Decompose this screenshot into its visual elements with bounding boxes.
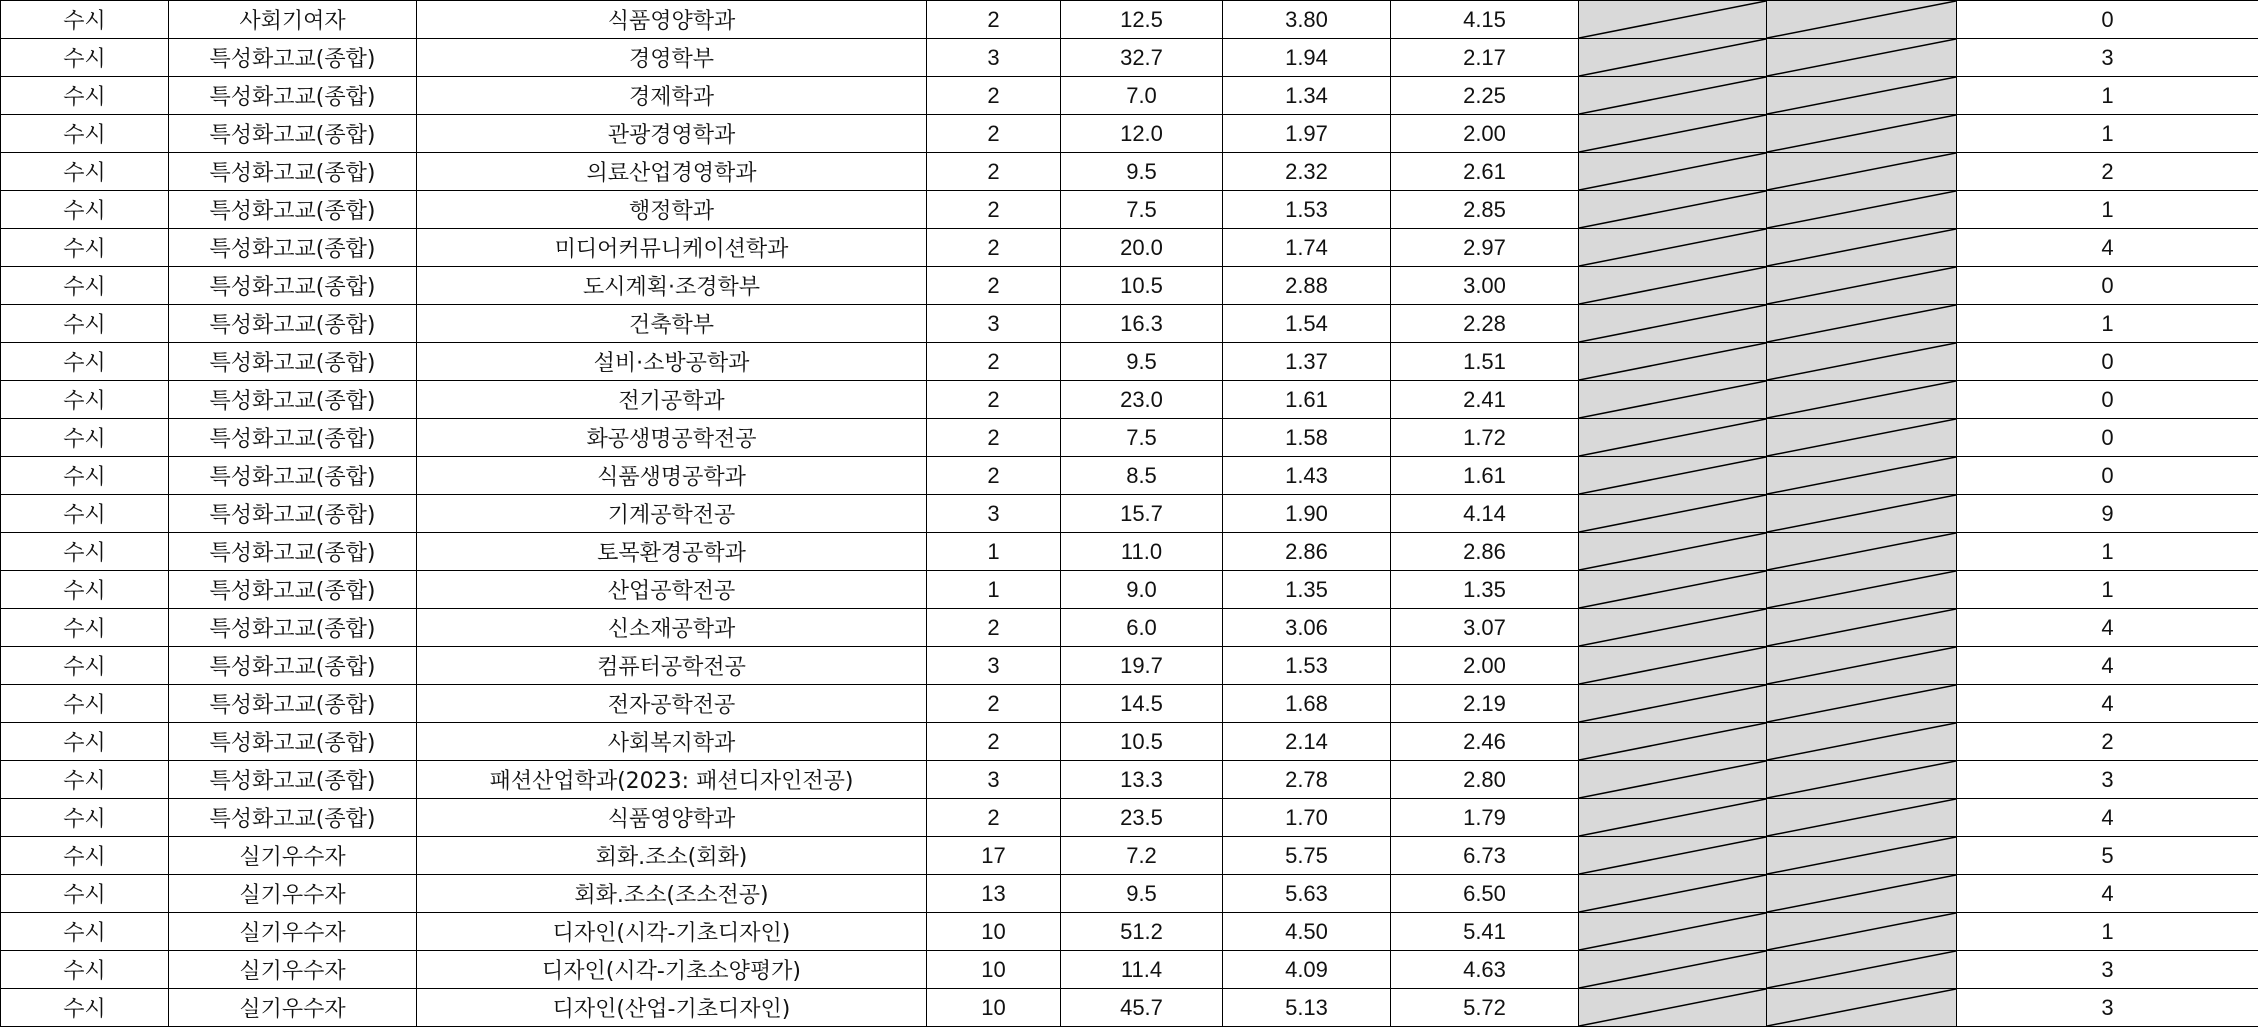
table-row xyxy=(1,1,2258,39)
empty-slash-cell xyxy=(1767,533,1957,571)
competition-rate-cell: 9.0 xyxy=(1061,571,1223,609)
additional-count-cell: 0 xyxy=(1957,343,2258,381)
department-cell: 설비·소방공학과 xyxy=(417,343,927,381)
track-cell: 특성화고교(종합) xyxy=(169,343,417,381)
grade-max-cell: 6.73 xyxy=(1391,837,1579,875)
grade-avg-cell: 1.34 xyxy=(1223,77,1391,115)
grade-avg-cell: 3.06 xyxy=(1223,609,1391,647)
quota-cell: 3 xyxy=(927,495,1061,533)
empty-slash-cell xyxy=(1579,761,1767,799)
quota-cell: 17 xyxy=(927,837,1061,875)
type-cell: 수시 xyxy=(1,229,169,267)
type-cell: 수시 xyxy=(1,343,169,381)
quota-cell: 2 xyxy=(927,609,1061,647)
competition-rate-cell: 16.3 xyxy=(1061,305,1223,343)
type-cell: 수시 xyxy=(1,533,169,571)
type-cell: 수시 xyxy=(1,761,169,799)
empty-slash-cell xyxy=(1767,761,1957,799)
grade-avg-cell: 1.37 xyxy=(1223,343,1391,381)
department-cell: 전자공학전공 xyxy=(417,685,927,723)
grade-avg-cell: 1.90 xyxy=(1223,495,1391,533)
competition-rate-cell: 14.5 xyxy=(1061,685,1223,723)
competition-rate-cell: 23.5 xyxy=(1061,799,1223,837)
empty-slash-cell xyxy=(1767,571,1957,609)
quota-cell: 2 xyxy=(927,723,1061,761)
empty-slash-cell xyxy=(1579,495,1767,533)
type-cell: 수시 xyxy=(1,571,169,609)
empty-slash-cell xyxy=(1579,419,1767,457)
type-cell: 수시 xyxy=(1,875,169,913)
track-cell: 특성화고교(종합) xyxy=(169,571,417,609)
type-cell: 수시 xyxy=(1,419,169,457)
type-cell: 수시 xyxy=(1,267,169,305)
grade-max-cell: 2.80 xyxy=(1391,761,1579,799)
quota-cell: 2 xyxy=(927,229,1061,267)
additional-count-cell: 1 xyxy=(1957,533,2258,571)
empty-slash-cell xyxy=(1579,685,1767,723)
track-cell: 특성화고교(종합) xyxy=(169,305,417,343)
table-row xyxy=(1,457,2258,495)
competition-rate-cell: 9.5 xyxy=(1061,343,1223,381)
grade-max-cell: 6.50 xyxy=(1391,875,1579,913)
competition-rate-cell: 8.5 xyxy=(1061,457,1223,495)
quota-cell: 2 xyxy=(927,153,1061,191)
additional-count-cell: 2 xyxy=(1957,723,2258,761)
type-cell: 수시 xyxy=(1,115,169,153)
table-row xyxy=(1,419,2258,457)
grade-max-cell: 1.72 xyxy=(1391,419,1579,457)
quota-cell: 13 xyxy=(927,875,1061,913)
competition-rate-cell: 15.7 xyxy=(1061,495,1223,533)
department-cell: 건축학부 xyxy=(417,305,927,343)
department-cell: 식품영양학과 xyxy=(417,799,927,837)
table-row xyxy=(1,381,2258,419)
grade-avg-cell: 5.63 xyxy=(1223,875,1391,913)
competition-rate-cell: 12.0 xyxy=(1061,115,1223,153)
competition-rate-cell: 7.5 xyxy=(1061,191,1223,229)
table-row xyxy=(1,305,2258,343)
competition-rate-cell: 7.2 xyxy=(1061,837,1223,875)
type-cell: 수시 xyxy=(1,685,169,723)
department-cell: 행정학과 xyxy=(417,191,927,229)
additional-count-cell: 0 xyxy=(1957,1,2258,39)
grade-max-cell: 2.00 xyxy=(1391,647,1579,685)
quota-cell: 2 xyxy=(927,267,1061,305)
type-cell: 수시 xyxy=(1,381,169,419)
empty-slash-cell xyxy=(1579,533,1767,571)
empty-slash-cell xyxy=(1579,837,1767,875)
empty-slash-cell xyxy=(1767,495,1957,533)
track-cell: 특성화고교(종합) xyxy=(169,229,417,267)
grade-avg-cell: 4.50 xyxy=(1223,913,1391,951)
competition-rate-cell: 11.4 xyxy=(1061,951,1223,989)
competition-rate-cell: 6.0 xyxy=(1061,609,1223,647)
grade-avg-cell: 2.78 xyxy=(1223,761,1391,799)
track-cell: 실기우수자 xyxy=(169,951,417,989)
track-cell: 특성화고교(종합) xyxy=(169,647,417,685)
additional-count-cell: 1 xyxy=(1957,913,2258,951)
empty-slash-cell xyxy=(1579,571,1767,609)
department-cell: 화공생명공학전공 xyxy=(417,419,927,457)
table-row xyxy=(1,685,2258,723)
track-cell: 사회기여자 xyxy=(169,1,417,39)
type-cell: 수시 xyxy=(1,153,169,191)
empty-slash-cell xyxy=(1579,647,1767,685)
table-row xyxy=(1,913,2258,951)
quota-cell: 2 xyxy=(927,115,1061,153)
additional-count-cell: 4 xyxy=(1957,799,2258,837)
quota-cell: 10 xyxy=(927,913,1061,951)
empty-slash-cell xyxy=(1767,39,1957,77)
type-cell: 수시 xyxy=(1,39,169,77)
table-row xyxy=(1,115,2258,153)
empty-slash-cell xyxy=(1579,913,1767,951)
additional-count-cell: 1 xyxy=(1957,191,2258,229)
empty-slash-cell xyxy=(1579,723,1767,761)
grade-avg-cell: 1.58 xyxy=(1223,419,1391,457)
grade-max-cell: 1.35 xyxy=(1391,571,1579,609)
department-cell: 경영학부 xyxy=(417,39,927,77)
empty-slash-cell xyxy=(1767,913,1957,951)
additional-count-cell: 3 xyxy=(1957,39,2258,77)
empty-slash-cell xyxy=(1767,951,1957,989)
department-cell: 전기공학과 xyxy=(417,381,927,419)
additional-count-cell: 3 xyxy=(1957,761,2258,799)
track-cell: 실기우수자 xyxy=(169,913,417,951)
grade-avg-cell: 1.74 xyxy=(1223,229,1391,267)
grade-max-cell: 1.61 xyxy=(1391,457,1579,495)
grade-avg-cell: 1.61 xyxy=(1223,381,1391,419)
empty-slash-cell xyxy=(1579,609,1767,647)
track-cell: 실기우수자 xyxy=(169,989,417,1027)
competition-rate-cell: 20.0 xyxy=(1061,229,1223,267)
empty-slash-cell xyxy=(1767,989,1957,1027)
table-row xyxy=(1,875,2258,913)
track-cell: 특성화고교(종합) xyxy=(169,761,417,799)
table-row xyxy=(1,77,2258,115)
additional-count-cell: 1 xyxy=(1957,77,2258,115)
empty-slash-cell xyxy=(1767,153,1957,191)
grade-avg-cell: 1.53 xyxy=(1223,647,1391,685)
department-cell: 신소재공학과 xyxy=(417,609,927,647)
competition-rate-cell: 9.5 xyxy=(1061,875,1223,913)
empty-slash-cell xyxy=(1767,875,1957,913)
table-row xyxy=(1,229,2258,267)
empty-slash-cell xyxy=(1579,115,1767,153)
type-cell: 수시 xyxy=(1,77,169,115)
table-row xyxy=(1,39,2258,77)
type-cell: 수시 xyxy=(1,647,169,685)
grade-max-cell: 1.79 xyxy=(1391,799,1579,837)
additional-count-cell: 1 xyxy=(1957,305,2258,343)
table-row xyxy=(1,267,2258,305)
table-row xyxy=(1,951,2258,989)
grade-avg-cell: 5.75 xyxy=(1223,837,1391,875)
track-cell: 특성화고교(종합) xyxy=(169,191,417,229)
empty-slash-cell xyxy=(1767,609,1957,647)
empty-slash-cell xyxy=(1767,647,1957,685)
track-cell: 특성화고교(종합) xyxy=(169,267,417,305)
empty-slash-cell xyxy=(1767,267,1957,305)
empty-slash-cell xyxy=(1767,837,1957,875)
grade-avg-cell: 1.97 xyxy=(1223,115,1391,153)
type-cell: 수시 xyxy=(1,837,169,875)
empty-slash-cell xyxy=(1579,1,1767,39)
additional-count-cell: 0 xyxy=(1957,381,2258,419)
type-cell: 수시 xyxy=(1,305,169,343)
additional-count-cell: 1 xyxy=(1957,115,2258,153)
department-cell: 경제학과 xyxy=(417,77,927,115)
table-row xyxy=(1,799,2258,837)
table-row xyxy=(1,153,2258,191)
department-cell: 기계공학전공 xyxy=(417,495,927,533)
track-cell: 특성화고교(종합) xyxy=(169,685,417,723)
empty-slash-cell xyxy=(1767,381,1957,419)
quota-cell: 2 xyxy=(927,77,1061,115)
department-cell: 산업공학전공 xyxy=(417,571,927,609)
type-cell: 수시 xyxy=(1,495,169,533)
quota-cell: 3 xyxy=(927,39,1061,77)
track-cell: 특성화고교(종합) xyxy=(169,381,417,419)
grade-avg-cell: 1.94 xyxy=(1223,39,1391,77)
additional-count-cell: 3 xyxy=(1957,951,2258,989)
department-cell: 식품생명공학과 xyxy=(417,457,927,495)
additional-count-cell: 2 xyxy=(1957,153,2258,191)
type-cell: 수시 xyxy=(1,951,169,989)
track-cell: 특성화고교(종합) xyxy=(169,153,417,191)
grade-max-cell: 4.15 xyxy=(1391,1,1579,39)
table-row xyxy=(1,609,2258,647)
quota-cell: 2 xyxy=(927,343,1061,381)
empty-slash-cell xyxy=(1767,457,1957,495)
empty-slash-cell xyxy=(1767,799,1957,837)
track-cell: 특성화고교(종합) xyxy=(169,495,417,533)
competition-rate-cell: 23.0 xyxy=(1061,381,1223,419)
grade-max-cell: 1.51 xyxy=(1391,343,1579,381)
grade-max-cell: 5.72 xyxy=(1391,989,1579,1027)
grade-avg-cell: 1.43 xyxy=(1223,457,1391,495)
grade-max-cell: 3.07 xyxy=(1391,609,1579,647)
empty-slash-cell xyxy=(1579,875,1767,913)
grade-max-cell: 2.00 xyxy=(1391,115,1579,153)
additional-count-cell: 4 xyxy=(1957,685,2258,723)
additional-count-cell: 1 xyxy=(1957,571,2258,609)
track-cell: 실기우수자 xyxy=(169,875,417,913)
department-cell: 컴퓨터공학전공 xyxy=(417,647,927,685)
track-cell: 특성화고교(종합) xyxy=(169,799,417,837)
quota-cell: 2 xyxy=(927,685,1061,723)
competition-rate-cell: 7.0 xyxy=(1061,77,1223,115)
empty-slash-cell xyxy=(1767,723,1957,761)
type-cell: 수시 xyxy=(1,1,169,39)
grade-avg-cell: 2.86 xyxy=(1223,533,1391,571)
type-cell: 수시 xyxy=(1,989,169,1027)
table-row xyxy=(1,761,2258,799)
department-cell: 의료산업경영학과 xyxy=(417,153,927,191)
table-row xyxy=(1,989,2258,1027)
department-cell: 회화.조소(회화) xyxy=(417,837,927,875)
type-cell: 수시 xyxy=(1,609,169,647)
quota-cell: 1 xyxy=(927,533,1061,571)
type-cell: 수시 xyxy=(1,799,169,837)
grade-max-cell: 2.86 xyxy=(1391,533,1579,571)
track-cell: 특성화고교(종합) xyxy=(169,609,417,647)
competition-rate-cell: 9.5 xyxy=(1061,153,1223,191)
grade-avg-cell: 2.88 xyxy=(1223,267,1391,305)
table-row xyxy=(1,723,2258,761)
additional-count-cell: 0 xyxy=(1957,457,2258,495)
grade-max-cell: 5.41 xyxy=(1391,913,1579,951)
table-row xyxy=(1,533,2258,571)
quota-cell: 2 xyxy=(927,799,1061,837)
grade-max-cell: 3.00 xyxy=(1391,267,1579,305)
quota-cell: 2 xyxy=(927,419,1061,457)
grade-avg-cell: 2.14 xyxy=(1223,723,1391,761)
empty-slash-cell xyxy=(1579,229,1767,267)
empty-slash-cell xyxy=(1767,1,1957,39)
grade-max-cell: 2.17 xyxy=(1391,39,1579,77)
quota-cell: 3 xyxy=(927,305,1061,343)
competition-rate-cell: 7.5 xyxy=(1061,419,1223,457)
empty-slash-cell xyxy=(1579,267,1767,305)
department-cell: 사회복지학과 xyxy=(417,723,927,761)
additional-count-cell: 3 xyxy=(1957,989,2258,1027)
competition-rate-cell: 51.2 xyxy=(1061,913,1223,951)
competition-rate-cell: 13.3 xyxy=(1061,761,1223,799)
grade-max-cell: 2.85 xyxy=(1391,191,1579,229)
empty-slash-cell xyxy=(1767,685,1957,723)
grade-avg-cell: 1.68 xyxy=(1223,685,1391,723)
department-cell: 회화.조소(조소전공) xyxy=(417,875,927,913)
table-row xyxy=(1,647,2258,685)
empty-slash-cell xyxy=(1767,419,1957,457)
table-row xyxy=(1,571,2258,609)
department-cell: 식품영양학과 xyxy=(417,1,927,39)
empty-slash-cell xyxy=(1579,343,1767,381)
empty-slash-cell xyxy=(1579,951,1767,989)
empty-slash-cell xyxy=(1579,191,1767,229)
empty-slash-cell xyxy=(1767,229,1957,267)
quota-cell: 2 xyxy=(927,1,1061,39)
grade-max-cell: 2.41 xyxy=(1391,381,1579,419)
track-cell: 특성화고교(종합) xyxy=(169,77,417,115)
department-cell: 디자인(시각-기초소양평가) xyxy=(417,951,927,989)
track-cell: 특성화고교(종합) xyxy=(169,533,417,571)
type-cell: 수시 xyxy=(1,913,169,951)
additional-count-cell: 4 xyxy=(1957,609,2258,647)
type-cell: 수시 xyxy=(1,191,169,229)
table-row xyxy=(1,343,2258,381)
type-cell: 수시 xyxy=(1,457,169,495)
type-cell: 수시 xyxy=(1,723,169,761)
empty-slash-cell xyxy=(1767,191,1957,229)
table-row xyxy=(1,495,2258,533)
department-cell: 패션산업학과(2023: 패션디자인전공) xyxy=(417,761,927,799)
competition-rate-cell: 32.7 xyxy=(1061,39,1223,77)
quota-cell: 1 xyxy=(927,571,1061,609)
track-cell: 특성화고교(종합) xyxy=(169,457,417,495)
grade-max-cell: 4.14 xyxy=(1391,495,1579,533)
empty-slash-cell xyxy=(1579,989,1767,1027)
grade-max-cell: 2.19 xyxy=(1391,685,1579,723)
track-cell: 특성화고교(종합) xyxy=(169,115,417,153)
empty-slash-cell xyxy=(1767,77,1957,115)
empty-slash-cell xyxy=(1579,381,1767,419)
track-cell: 실기우수자 xyxy=(169,837,417,875)
empty-slash-cell xyxy=(1579,153,1767,191)
empty-slash-cell xyxy=(1579,305,1767,343)
empty-slash-cell xyxy=(1579,77,1767,115)
department-cell: 토목환경공학과 xyxy=(417,533,927,571)
grade-avg-cell: 4.09 xyxy=(1223,951,1391,989)
additional-count-cell: 4 xyxy=(1957,875,2258,913)
additional-count-cell: 9 xyxy=(1957,495,2258,533)
quota-cell: 2 xyxy=(927,191,1061,229)
quota-cell: 2 xyxy=(927,381,1061,419)
competition-rate-cell: 12.5 xyxy=(1061,1,1223,39)
quota-cell: 10 xyxy=(927,989,1061,1027)
empty-slash-cell xyxy=(1579,799,1767,837)
track-cell: 특성화고교(종합) xyxy=(169,419,417,457)
grade-max-cell: 2.25 xyxy=(1391,77,1579,115)
grade-max-cell: 2.46 xyxy=(1391,723,1579,761)
department-cell: 디자인(시각-기초디자인) xyxy=(417,913,927,951)
empty-slash-cell xyxy=(1767,305,1957,343)
empty-slash-cell xyxy=(1579,39,1767,77)
department-cell: 디자인(산업-기초디자인) xyxy=(417,989,927,1027)
grade-avg-cell: 1.35 xyxy=(1223,571,1391,609)
competition-rate-cell: 45.7 xyxy=(1061,989,1223,1027)
grade-avg-cell: 2.32 xyxy=(1223,153,1391,191)
grade-max-cell: 2.28 xyxy=(1391,305,1579,343)
table-row xyxy=(1,837,2258,875)
additional-count-cell: 0 xyxy=(1957,267,2258,305)
grade-avg-cell: 3.80 xyxy=(1223,1,1391,39)
grade-max-cell: 4.63 xyxy=(1391,951,1579,989)
department-cell: 관광경영학과 xyxy=(417,115,927,153)
additional-count-cell: 0 xyxy=(1957,419,2258,457)
table-row xyxy=(1,191,2258,229)
grade-avg-cell: 1.53 xyxy=(1223,191,1391,229)
additional-count-cell: 4 xyxy=(1957,229,2258,267)
additional-count-cell: 4 xyxy=(1957,647,2258,685)
competition-rate-cell: 11.0 xyxy=(1061,533,1223,571)
quota-cell: 3 xyxy=(927,761,1061,799)
grade-max-cell: 2.61 xyxy=(1391,153,1579,191)
empty-slash-cell xyxy=(1767,343,1957,381)
competition-rate-cell: 19.7 xyxy=(1061,647,1223,685)
track-cell: 특성화고교(종합) xyxy=(169,39,417,77)
grade-avg-cell: 5.13 xyxy=(1223,989,1391,1027)
department-cell: 미디어커뮤니케이션학과 xyxy=(417,229,927,267)
department-cell: 도시계획·조경학부 xyxy=(417,267,927,305)
grade-avg-cell: 1.54 xyxy=(1223,305,1391,343)
grade-avg-cell: 1.70 xyxy=(1223,799,1391,837)
competition-rate-cell: 10.5 xyxy=(1061,723,1223,761)
quota-cell: 3 xyxy=(927,647,1061,685)
grade-max-cell: 2.97 xyxy=(1391,229,1579,267)
quota-cell: 2 xyxy=(927,457,1061,495)
track-cell: 특성화고교(종합) xyxy=(169,723,417,761)
competition-rate-cell: 10.5 xyxy=(1061,267,1223,305)
additional-count-cell: 5 xyxy=(1957,837,2258,875)
empty-slash-cell xyxy=(1767,115,1957,153)
empty-slash-cell xyxy=(1579,457,1767,495)
quota-cell: 10 xyxy=(927,951,1061,989)
